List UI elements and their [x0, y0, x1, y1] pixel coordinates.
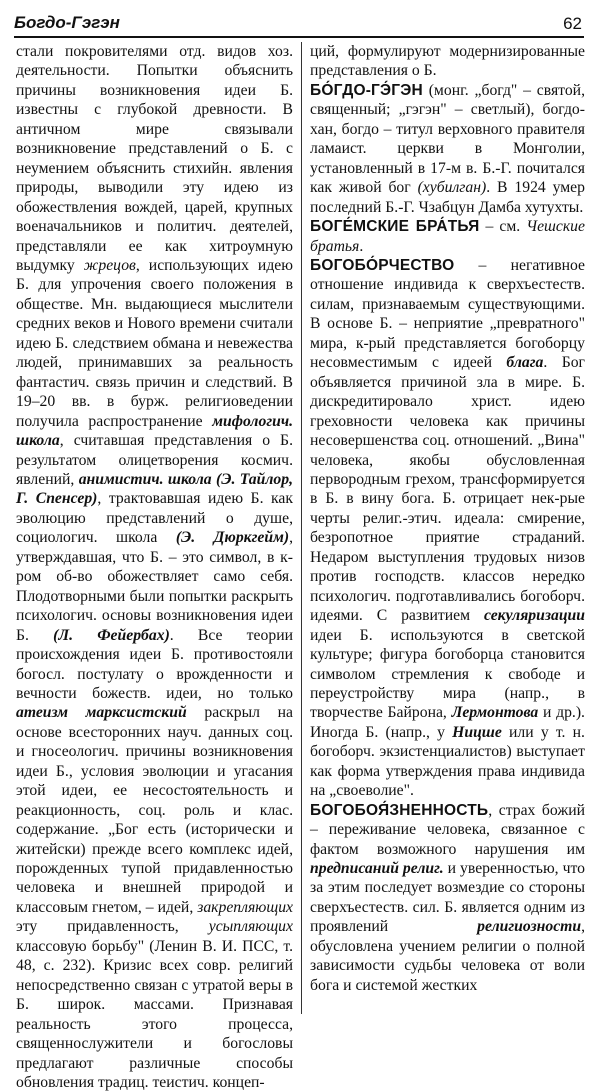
- left-column: [16, 42, 293, 1092]
- running-head: Богдо-Гэгэн: [14, 13, 120, 32]
- cross-reference: секуляризации: [483, 607, 585, 625]
- entry-bogdo-gegen: БО́ГДО-ГЭ́ГЭН (монг. „богд" – святой, священный; „гэгэн" – светлый), богдо-хан, богдо – титул верховного правителя ламаист. церкви в Монголии, установленный в 17-м в. Б.-Г. почитался как живой бог (хубилган). В 1924 умер последний Б.-Г. Чзабцун Дамба хутухты.: [310, 81, 585, 216]
- page-number: 62: [563, 14, 582, 33]
- headword: БОГОБОЯ́ЗНЕННОСТЬ: [310, 801, 489, 819]
- cross-reference: Чешские братья: [310, 218, 585, 255]
- headword: БО́ГДО-ГЭ́ГЭН: [310, 81, 423, 99]
- headword: БОГОБО́РЧЕСТВО: [310, 256, 455, 274]
- cross-reference: атеизм марксистский: [16, 704, 187, 722]
- cross-reference: религиозности: [477, 918, 582, 936]
- emphasis: усыпляющих: [208, 918, 293, 936]
- cross-reference: мифологич. школа: [16, 412, 293, 450]
- cross-reference: жрецов: [83, 256, 136, 274]
- article-text-continued: стали покровителями отд. видов хоз. деятельности. Попытки объяснить причины возникновения идеи Б. известны с глубокой древности. В античном мире связывали возникновение представлений о Б. с неумением объяснить стихийн. явления природы, выводили эту идею из обожествления вождей, царей, крупных военачальников и политич. деятелей, представляли ее как хитроумную выдумку жрецов, использующих идею Б. для упрочения своего положения в обществе. Мн. выдающиеся мыслители средних веков и Нового времени считали идею Б. следствием обмана и невежества людей, принимавших за реальность фантастич. связь причин и следствий. В 19–20 вв. в бурж. религиоведении получила распространение мифологич. школа, считавшая представления о Б. результатом олицетворения космич. явлений, анимистич. школа (Э. Тайлор, Г. Спенсер), трактовавшая идею Б. как эволюцию представлений о душе, социологич. школа (Э. Дюркгейм), утверждавшая, что Б. – это символ, в к-ром об-во обожествляет само себя. Плодотворными были попытки раскрыть психологич. основы возникновения идеи Б. (Л. Фейербах). Все теории происхождения идеи Б. противостояли богосл. постулату о врожденности и вечности божеств. идеи, но только атеизм марксистский раскрыл на основе всесторонних науч. данных соц. и гносеологич. причины возникновения идеи Б., условия эволюции и угасания этой идеи, ее несостоятельность и реакционность, соц. роль и клас. содержание. „Бог есть (исторически и житейски) прежде всего комплекс идей, порожденных тупой придавленностью человека и внешней природой и классовым гнетом, – идей, закрепляющих эту придавленность, усыпляющих классовую борьбу" (Ленин В. И. ПСС, т. 48, с. 232). Кризис всех совр. религий непосредственно связан с утратой веры в Б. широк. массами. Признавая реальность этого процесса, священнослужители и богословы предлагают различные способы обновления традиц. теистич. концеп-: [16, 43, 293, 1092]
- right-column: [310, 42, 585, 1014]
- entry-bogemskie-bratya: БОГЕ́МСКИЕ БРА́ТЬЯ – см. Чешские братья.: [310, 218, 585, 255]
- cross-reference: (Л. Фейербах): [53, 626, 170, 644]
- cross-reference: блага: [506, 354, 544, 372]
- cross-reference: Ницше: [452, 723, 502, 741]
- cross-reference: Лермонтова: [451, 704, 539, 722]
- emphasis: закрепляющих: [197, 898, 293, 916]
- article-text-continued: ций, формулируют модернизированные представления о Б.: [310, 43, 585, 80]
- entry-bogoborchestvo: БОГОБО́РЧЕСТВО – негативное отношение индивида к сверхъестеств. силам, признаваемым существующими. В основе Б. – неприятие „превратного" мира, к-рый представляется богоборцу несовместимым с идеей блага. Бог объявляется причиной зла в мире. Б. дискредитировало христ. идею греховности человека как причины несовершенства соц. отношений. „Вина" человека, якобы обусловленная первородным грехом, трансформируется в Б. в вину бога. Б. отрицает нек-рые черты религ.-этич. идеала: смирение, безропотное приятие страданий. Недаром выступления трудовых низов против господств. классов нередко психологич. подготавливались богоборч. идеями. С развитием секуляризации идеи Б. используются в светской культуре; фигура богоборца становится символом стремления к свободе и переустройству мира (напр., в творчестве Байрона, Лермонтова и др.). Иногда Б. (напр., у Ницше или у т. н. богоборч. экзистенциалистов) выступает как форма утверждения права индивида на „своеволие".: [310, 256, 585, 800]
- cross-reference: (Э. Дюркгейм): [175, 529, 290, 547]
- page-header: [14, 6, 584, 38]
- entry-bogoboyaznennost: БОГОБОЯ́ЗНЕННОСТЬ, страх божий – переживание человека, связанное с фактом возможного нарушения им предписаний религ. и уверенностью, что за этим последует возмездие со стороны сверхъестеств. сил. Б. является одним из проявлений религиозности, обусловлена учением религии о полной зависимости судьбы человека от воли бога и системой жестких: [310, 801, 585, 994]
- headword: БОГЕ́МСКИЕ БРА́ТЬЯ: [310, 218, 480, 236]
- cross-reference: предписаний религ.: [310, 860, 444, 878]
- cross-reference: анимистич. школа (Э. Тайлор, Г. Спенсер): [16, 470, 293, 508]
- column-divider: [301, 42, 302, 1014]
